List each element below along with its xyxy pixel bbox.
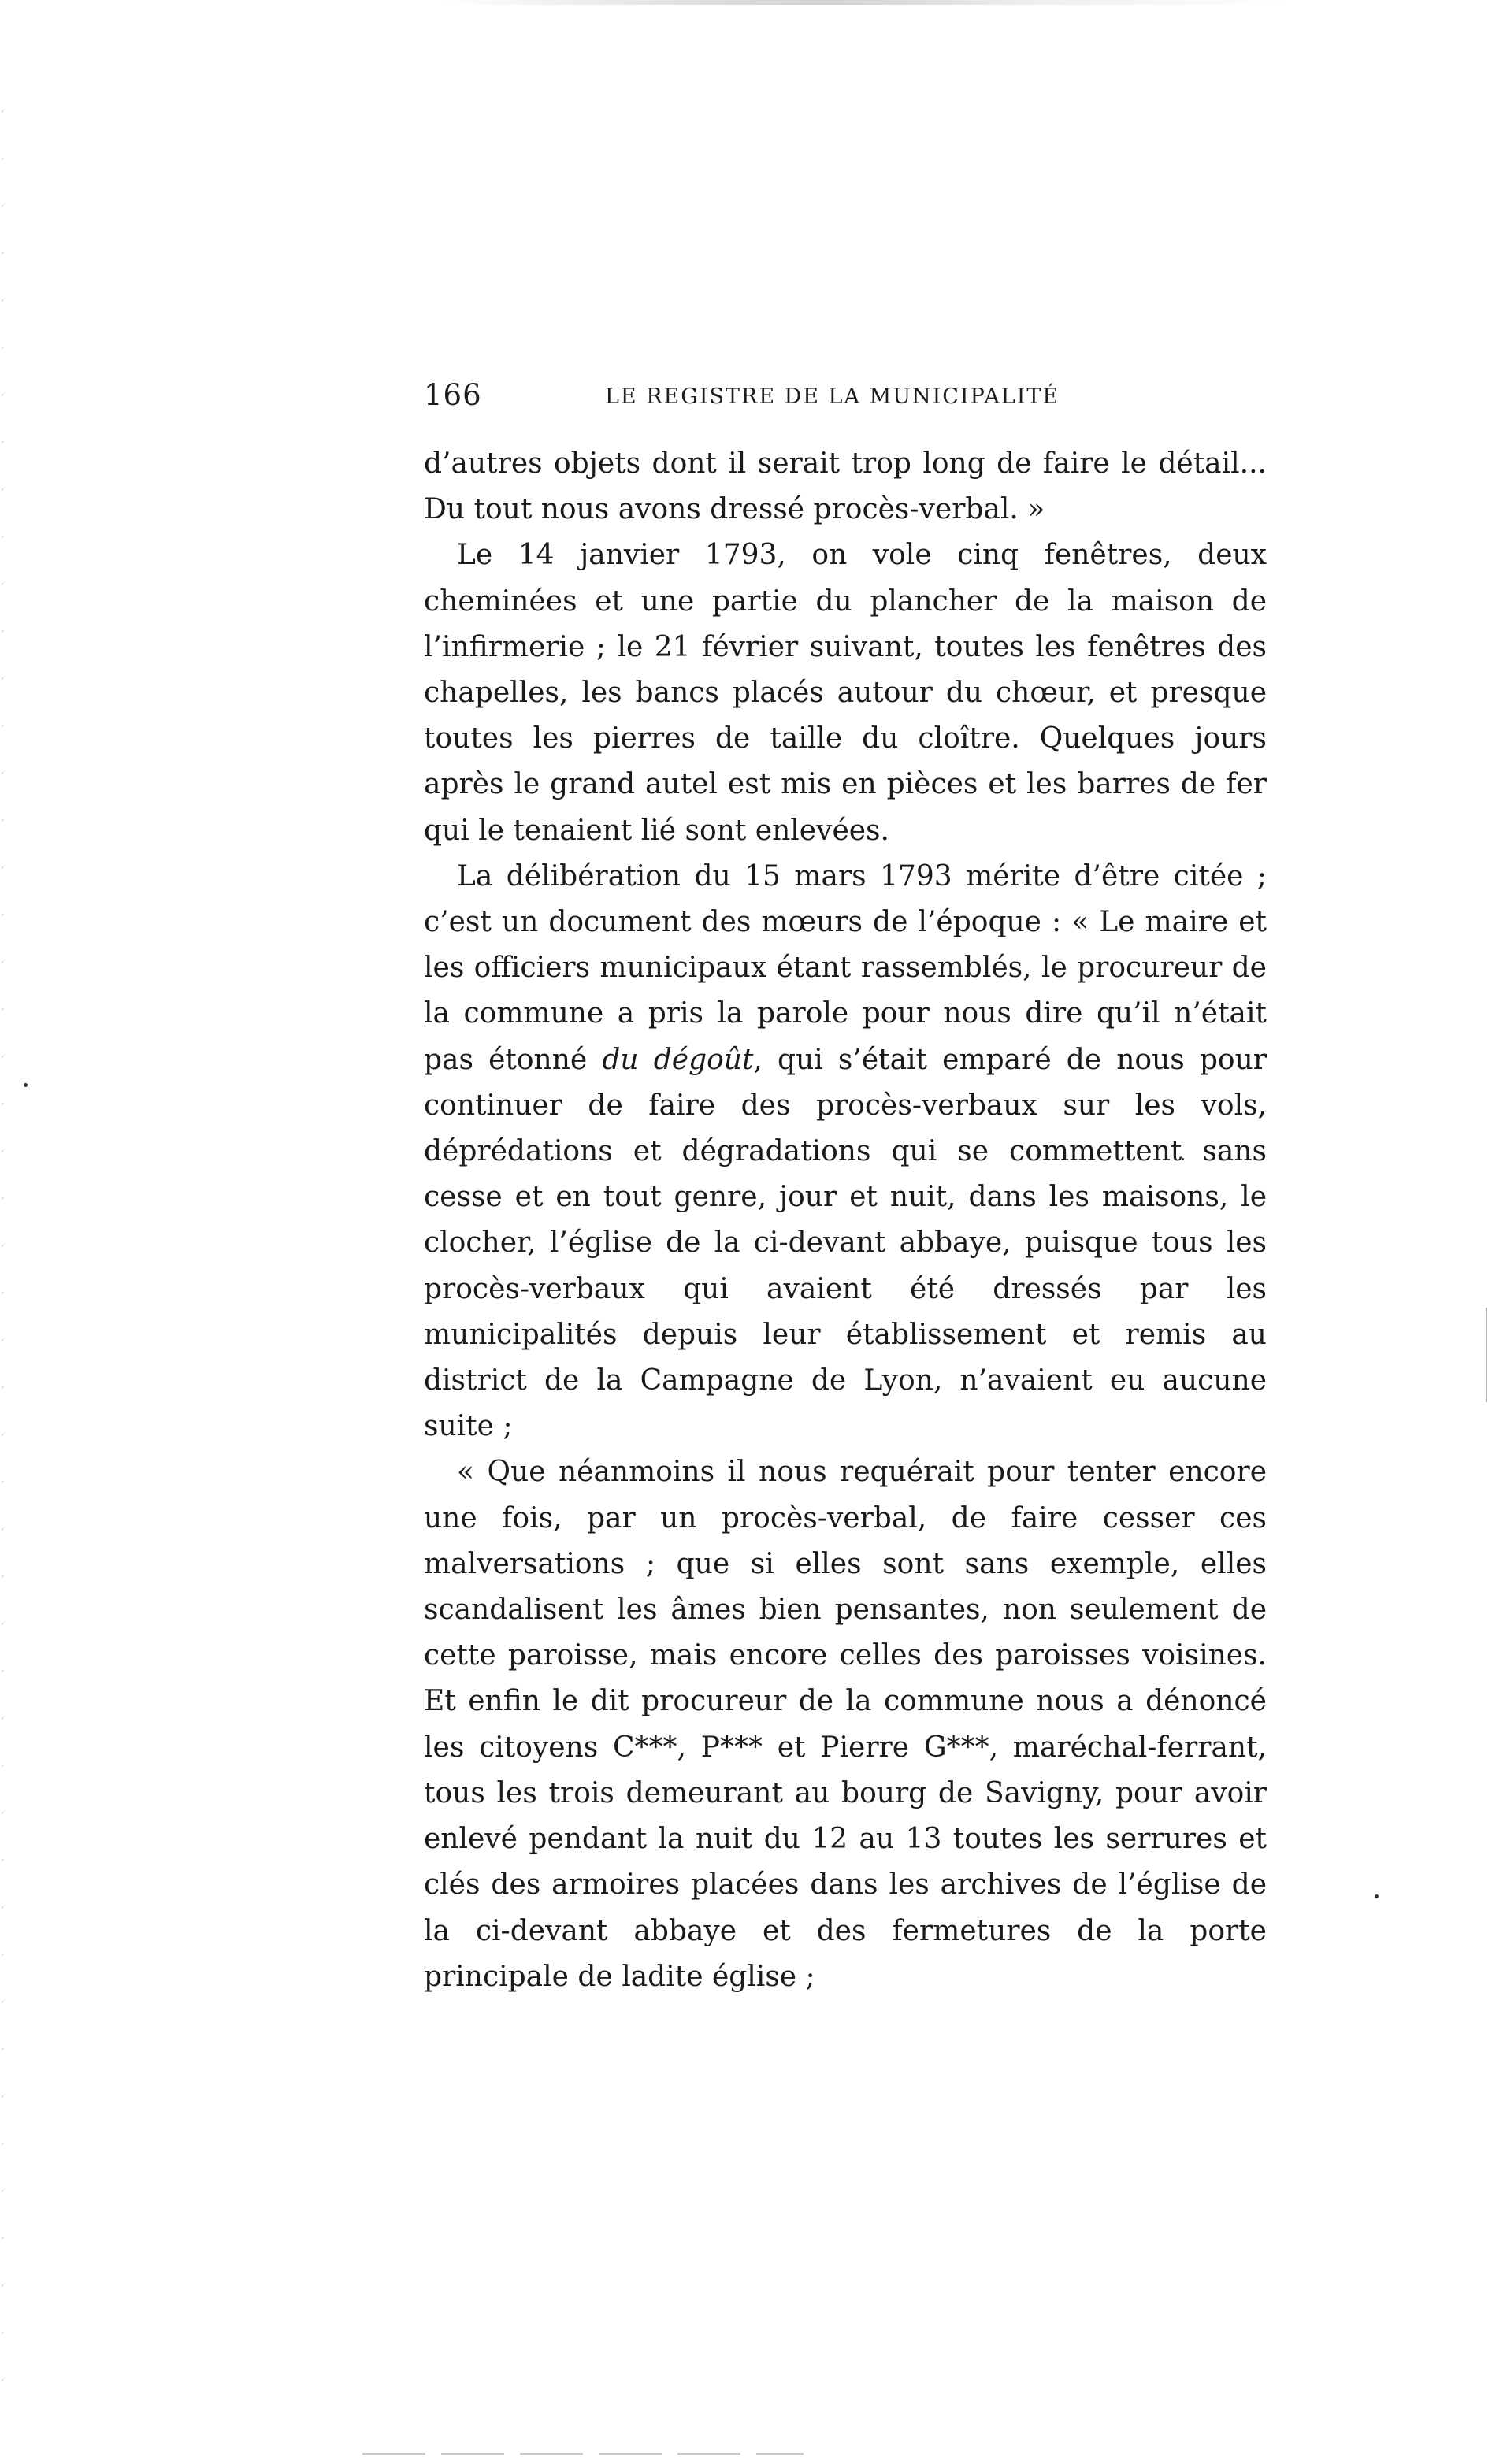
page-number: 166 <box>424 378 482 412</box>
italic-phrase: du dégoût <box>602 1043 754 1076</box>
scan-edge-top <box>441 0 1292 5</box>
scan-edge-left <box>2 110 3 2395</box>
scan-edge-right <box>1486 1308 1487 1402</box>
paragraph-continuation: d’autres objets dont il serait trop long de faire le détail... Du tout nous avons dressé procès-verbal. » <box>424 447 1267 526</box>
body-text <box>424 441 1267 2000</box>
running-title: LE REGISTRE DE LA MUNICIPALITÉ <box>605 384 1060 409</box>
paragraph-thefts: Le 14 janvier 1793, on vole cinq fenêtres, deux cheminées et une partie du plancher de la maison de l’infirmerie ; le 21 février suivant, toutes les fenêtres des chapelles, les bancs placés autour du chœur, et presque toutes les pierres de taille du cloître. Quelques jours après le grand autel est mis en pièces et les barres de fer qui le tenaient lié sont enlevées. <box>424 539 1267 847</box>
paragraph-deliberation <box>424 854 1267 1450</box>
scan-speck <box>24 1083 28 1087</box>
scan-edge-bottom <box>362 2453 804 2455</box>
scan-speck <box>1375 1894 1379 1898</box>
page-header <box>424 378 1267 417</box>
paragraph-quotation: « Que néanmoins il nous requérait pour tenter encore une fois, par un procès-verbal, de faire cesser ces malversations ; que si elles sont sans exemple, elles scandalisent les âmes bien pensantes, non seulement de cette paroisse, mais encore celles des paroisses voisines. Et enfin le dit procureur de la commune nous a dénoncé les citoyens C***, P*** et Pierre G***, maréchal-ferrant, tous les trois demeurant au bourg de Savigny, pour avoir enlevé pendant la nuit du 12 au 13 toutes les serrures et clés des armoires placées dans les archives de l’église de la ci-devant abbaye et des fermetures de la porte principale de ladite église ; <box>424 1456 1267 1993</box>
paragraph-deliberation-part1: La délibération du 15 mars 1793 mérite d’être citée ; c’est un document des mœurs de l’époque : « Le maire et les officiers municipaux étant rassemblés, le procureur de la commune a pris la parole pour nous dire qu’il n’était pas étonné <box>424 859 1267 1076</box>
paragraph-deliberation-part2: , qui s’était emparé de nous pour continuer de faire des procès-verbaux sur les vols, déprédations et dégradations qui se commettent sans cesse et en tout genre, jour et nuit, dans les maisons, le clocher, l’église de la ci-devant abbaye, puisque tous les procès-verbaux qui avaient été dressés par les municipalités depuis leur établissement et remis au district de la Campagne de Lyon, n’avaient eu aucune suite ; <box>424 1043 1267 1443</box>
